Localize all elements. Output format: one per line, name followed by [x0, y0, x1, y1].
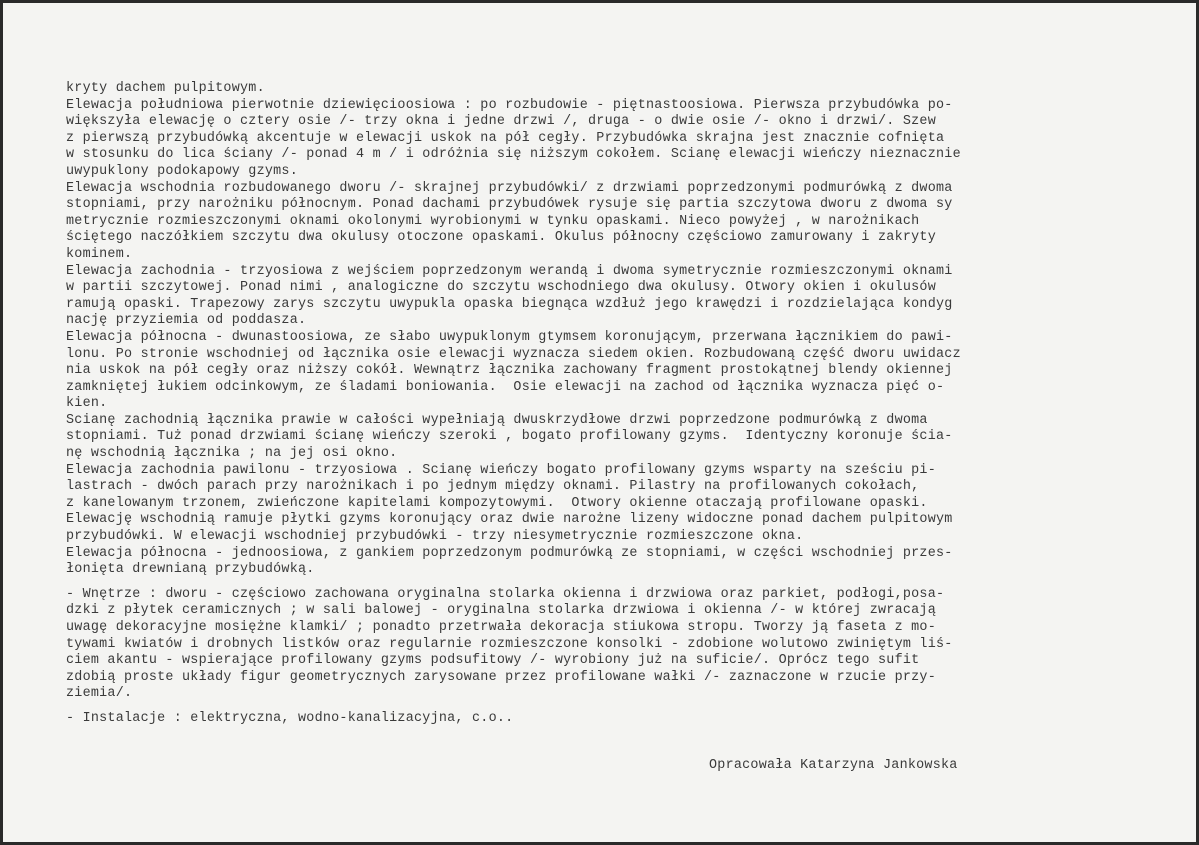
- text-line: Elewacja północna - jednoosiowa, z gankiem poprzedzonym podmurówką ze stopniami, w części wschodniej przes-: [66, 545, 953, 561]
- paragraph-gap: [66, 703, 1186, 711]
- author-signature-line: Opracowała Katarzyna Jankowska: [709, 758, 958, 773]
- installations-line: - Instalacje : elektryczna, wodno-kanalizacyjna, c.o..: [66, 710, 514, 726]
- text-line: nację przyziemia od poddasza.: [66, 313, 307, 329]
- interior-line: ciem akantu - wspierające profilowany gzyms podsufitowy /- wyrobiony już na suficie/. Oprócz tego sufit: [66, 653, 920, 669]
- text-line: łonięta drewnianą przybudówką.: [66, 562, 315, 578]
- typewritten-text: [66, 81, 1186, 728]
- text-line: lonu. Po stronie wschodniej od łącznika osie elewacji wyznacza siedem okien. Rozbudowaną część dworu uwidacz: [66, 346, 961, 362]
- interior-line: - Wnętrze : dworu - częściowo zachowana oryginalna stolarka okienna i drzwiowa oraz parkiet, podłogi,posa-: [66, 586, 945, 602]
- text-line: lastrach - dwóch parach przy narożnikach i po jednym między oknami. Pilastry na profilowanych cokołach,: [66, 479, 920, 495]
- text-line: Elewację wschodnią ramuje płytki gzyms koronujący oraz dwie narożne lizeny widoczne ponad dachem pulpitowym: [66, 512, 953, 528]
- text-line: Scianę zachodnią łącznika prawie w całości wypełniają dwuskrzydłowe drzwi poprzedzone podmurówką z dwoma: [66, 412, 928, 428]
- text-line: kominem.: [66, 246, 133, 262]
- interior-line: uwagę dekoracyjne mosiężne klamki/ ; ponadto przetrwała dekoracja stiukowa stropu. Tworzy ją faseta z mo-: [66, 620, 936, 635]
- text-line: kien.: [66, 396, 108, 412]
- text-line: kryty dachem pulpitowym.: [66, 81, 265, 96]
- paragraph-gap: [66, 579, 1186, 587]
- text-line: nia uskok na pół cegły oraz niższy cokół. Wewnątrz łącznika zachowany fragment prostokątnej blendy okiennej: [66, 363, 953, 379]
- text-line: przybudówki. W elewacji wschodniej przybudówki - trzy niesymetrycznie rozmieszczone okna.: [66, 529, 804, 545]
- text-line: stopniami, przy narożniku północnym. Ponad dachami przybudówek rysuje się partia szczytowa dworu z dwoma sy: [66, 197, 953, 213]
- text-line: uwypuklony podokapowy gzyms.: [66, 163, 298, 179]
- interior-line: zdobią proste układy figur geometrycznych zarysowane przez profilowane wałki /- zaznaczone w rzucie przy-: [66, 669, 936, 685]
- text-line: w stosunku do lica ściany /- ponad 4 m / i odróżnia się niższym cokołem. Scianę elewacji wieńczy nieznacznie: [66, 147, 961, 163]
- text-line: Elewacja zachodnia pawilonu - trzyosiowa . Scianę wieńczy bogato profilowany gzyms wsparty na sześciu pi-: [66, 462, 936, 478]
- text-line: większyła elewację o cztery osie /- trzy okna i jedne drzwi /, druga - o dwie osie /- okno i drzwi/. Szew: [66, 114, 936, 130]
- text-line: Elewacja północna - dwunastoosiowa, ze słabo uwypuklonym gtymsem koronującym, przerwana łącznikiem do pawi-: [66, 329, 953, 345]
- text-line: ramują opaski. Trapezowy zarys szczytu uwypukla opaska biegnąca wzdłuż jego krawędzi i rozdzielająca kondyg: [66, 296, 953, 312]
- text-line: Elewacja wschodnia rozbudowanego dworu /- skrajnej przybudówki/ z drzwiami poprzedzonymi podmurówką z dwoma: [66, 180, 953, 196]
- text-line: w partii szczytowej. Ponad nimi , analogiczne do szczytu wschodniego dwa okulusy. Otwory okien i okulusów: [66, 280, 936, 296]
- interior-line: tywami kwiatów i drobnych listków oraz regularnie rozmieszczone konsolki - zdobione wolutowo zwiniętym liś-: [66, 636, 953, 652]
- text-line: stopniami. Tuż ponad drzwiami ścianę wieńczy szeroki , bogato profilowany gzyms. Identyczny koronuje ścia-: [66, 429, 953, 445]
- interior-line: ziemia/.: [66, 686, 133, 702]
- text-line: Elewacja zachodnia - trzyosiowa z wejściem poprzedzonym werandą i dwoma symetrycznie rozmieszczonymi oknami: [66, 263, 953, 279]
- text-line: Elewacja południowa pierwotnie dziewięcioosiowa : po rozbudowie - piętnastoosiowa. Pierwsza przybudówka po-: [66, 97, 953, 113]
- text-line: nę wschodnią łącznika ; na jej osi okno.: [66, 446, 398, 462]
- text-line: z kanelowanym trzonem, zwieńczone kapitelami kompozytowymi. Otwory okienne otaczają profilowane opaski.: [66, 495, 928, 511]
- document-page: [3, 3, 1196, 842]
- interior-line: dzki z płytek ceramicznych ; w sali balowej - oryginalna stolarka drzwiowa i okienna /- w której zwracają: [66, 603, 936, 619]
- text-line: ściętego naczółkiem szczytu dwa okulusy otoczone opaskami. Okulus północny częściowo zamurowany i zakryty: [66, 230, 936, 246]
- text-line: zamkniętej łukiem odcinkowym, ze śladami boniowania. Osie elewacji na zachod od łącznika wyznacza pięć o-: [66, 379, 945, 395]
- text-line: z pierwszą przybudówką akcentuje w elewacji uskok na pół cegły. Przybudówka skrajna jest znacznie cofnięta: [66, 130, 945, 146]
- text-line: metrycznie rozmieszczonymi oknami okolonymi wyrobionymi w tynku opaskami. Nieco powyżej , w narożnikach: [66, 213, 920, 229]
